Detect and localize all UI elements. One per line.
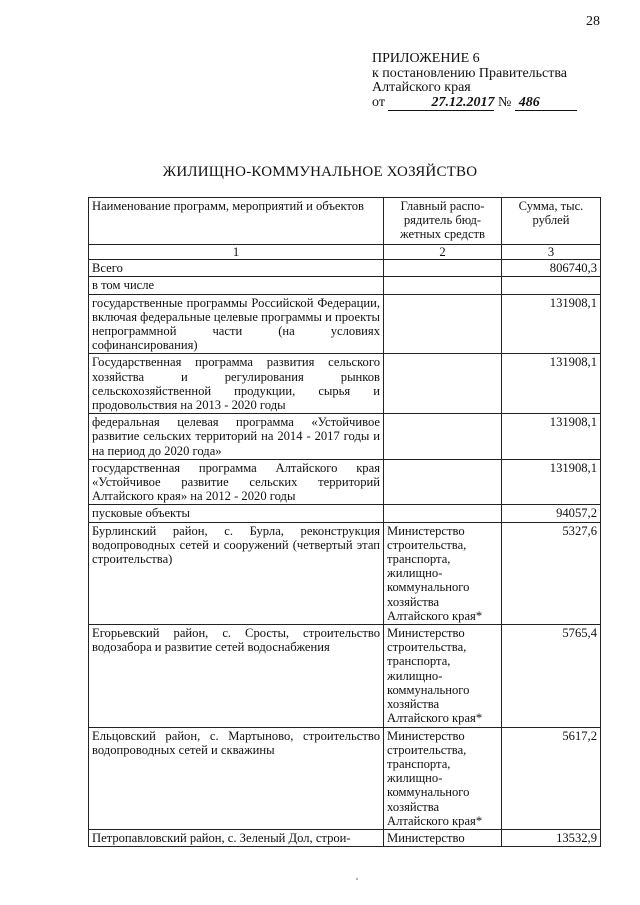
appendix-title: ПРИЛОЖЕНИЕ 6: [372, 51, 480, 66]
table-row: [89, 459, 601, 505]
row-name: Всего: [89, 260, 384, 277]
row-sum: 131908,1: [502, 294, 601, 354]
row-name: Ельцовский район, с. Мартыново, строительство водопроводных сетей и скважины: [89, 727, 384, 829]
row-executor: Министерство строительства, транспорта, жилищно-коммунального хозяйства Алтайского края*: [384, 727, 502, 829]
appendix-block: [372, 52, 622, 111]
column-number: 2: [384, 245, 502, 260]
scan-speck: [356, 878, 358, 880]
row-name: Петропавловский район, с. Зеленый Дол, строи-: [89, 829, 384, 846]
table-row: [89, 260, 601, 277]
decree-date: 27.12.2017: [388, 96, 494, 112]
row-name: пусковые объекты: [89, 505, 384, 522]
page-number: 28: [586, 14, 600, 29]
row-sum: 131908,1: [502, 354, 601, 414]
row-name: государственные программы Российской Федерации, включая федеральные целевые программы и проекты непрограммной части (на условиях софинансирования): [89, 294, 384, 354]
row-sum: 131908,1: [502, 459, 601, 505]
row-name: государственная программа Алтайского края «Устойчивое развитие сельских территорий Алтайского края» на 2012 - 2020 годы: [89, 459, 384, 505]
row-name: Бурлинский район, с. Бурла, реконструкция водопроводных сетей и сооружений (четвертый этап строительства): [89, 522, 384, 624]
row-executor: [384, 277, 502, 294]
from-label: от: [372, 94, 385, 110]
row-executor: [384, 459, 502, 505]
appendix-date-line: [372, 96, 622, 112]
budget-table: [88, 197, 601, 847]
table-row: [89, 727, 601, 829]
row-sum: 5765,4: [502, 625, 601, 727]
document-title: ЖИЛИЩНО-КОММУНАЛЬНОЕ ХОЗЯЙСТВО: [162, 164, 478, 180]
row-executor: [384, 414, 502, 460]
row-name: федеральная целевая программа «Устойчивое развитие сельских территорий на 2014 - 2017 годы и на период до 2020 года»: [89, 414, 384, 460]
row-executor: Министерство строительства, транспорта, жилищно-коммунального хозяйства Алтайского края*: [384, 522, 502, 624]
table-row: [89, 354, 601, 414]
row-executor: [384, 505, 502, 522]
row-executor: [384, 354, 502, 414]
header-name: Наименование программ, мероприятий и объектов: [89, 198, 384, 245]
table-header-row: [89, 198, 601, 245]
column-number: 3: [502, 245, 601, 260]
row-sum: 94057,2: [502, 505, 601, 522]
row-executor: [384, 260, 502, 277]
row-executor: Министерство: [384, 829, 502, 846]
header-sum: Сумма, тыс. рублей: [502, 198, 601, 245]
table-row: [89, 829, 601, 846]
table-row: [89, 414, 601, 460]
row-sum: [502, 277, 601, 294]
row-sum: 5327,6: [502, 522, 601, 624]
column-number: 1: [89, 245, 384, 260]
row-executor: [384, 294, 502, 354]
column-number-row: [89, 245, 601, 260]
appendix-line-3: Алтайского края: [372, 80, 471, 95]
row-sum: 13532,9: [502, 829, 601, 846]
row-executor: Министерство строительства, транспорта, жилищно-коммунального хозяйства Алтайского края*: [384, 625, 502, 727]
row-name: Егорьевский район, с. Сросты, строительство водозабора и развитие сетей водоснабжения: [89, 625, 384, 727]
row-name: Государственная программа развития сельского хозяйства и регулирования рынков сельскохозяйственной продукции, сырья и продовольствия на 2013 - 2020 годы: [89, 354, 384, 414]
appendix-line-2: к постановлению Правительства: [372, 65, 568, 81]
table-row: [89, 505, 601, 522]
table-row: [89, 294, 601, 354]
table-row: [89, 625, 601, 727]
table-row: [89, 522, 601, 624]
row-sum: 131908,1: [502, 414, 601, 460]
decree-number: 486: [515, 96, 577, 112]
table-row: [89, 277, 601, 294]
row-name: в том числе: [89, 277, 384, 294]
row-sum: 806740,3: [502, 260, 601, 277]
row-sum: 5617,2: [502, 727, 601, 829]
header-executor: Главный распо-рядитель бюд-жетных средств: [384, 198, 502, 245]
number-label: №: [497, 94, 512, 110]
